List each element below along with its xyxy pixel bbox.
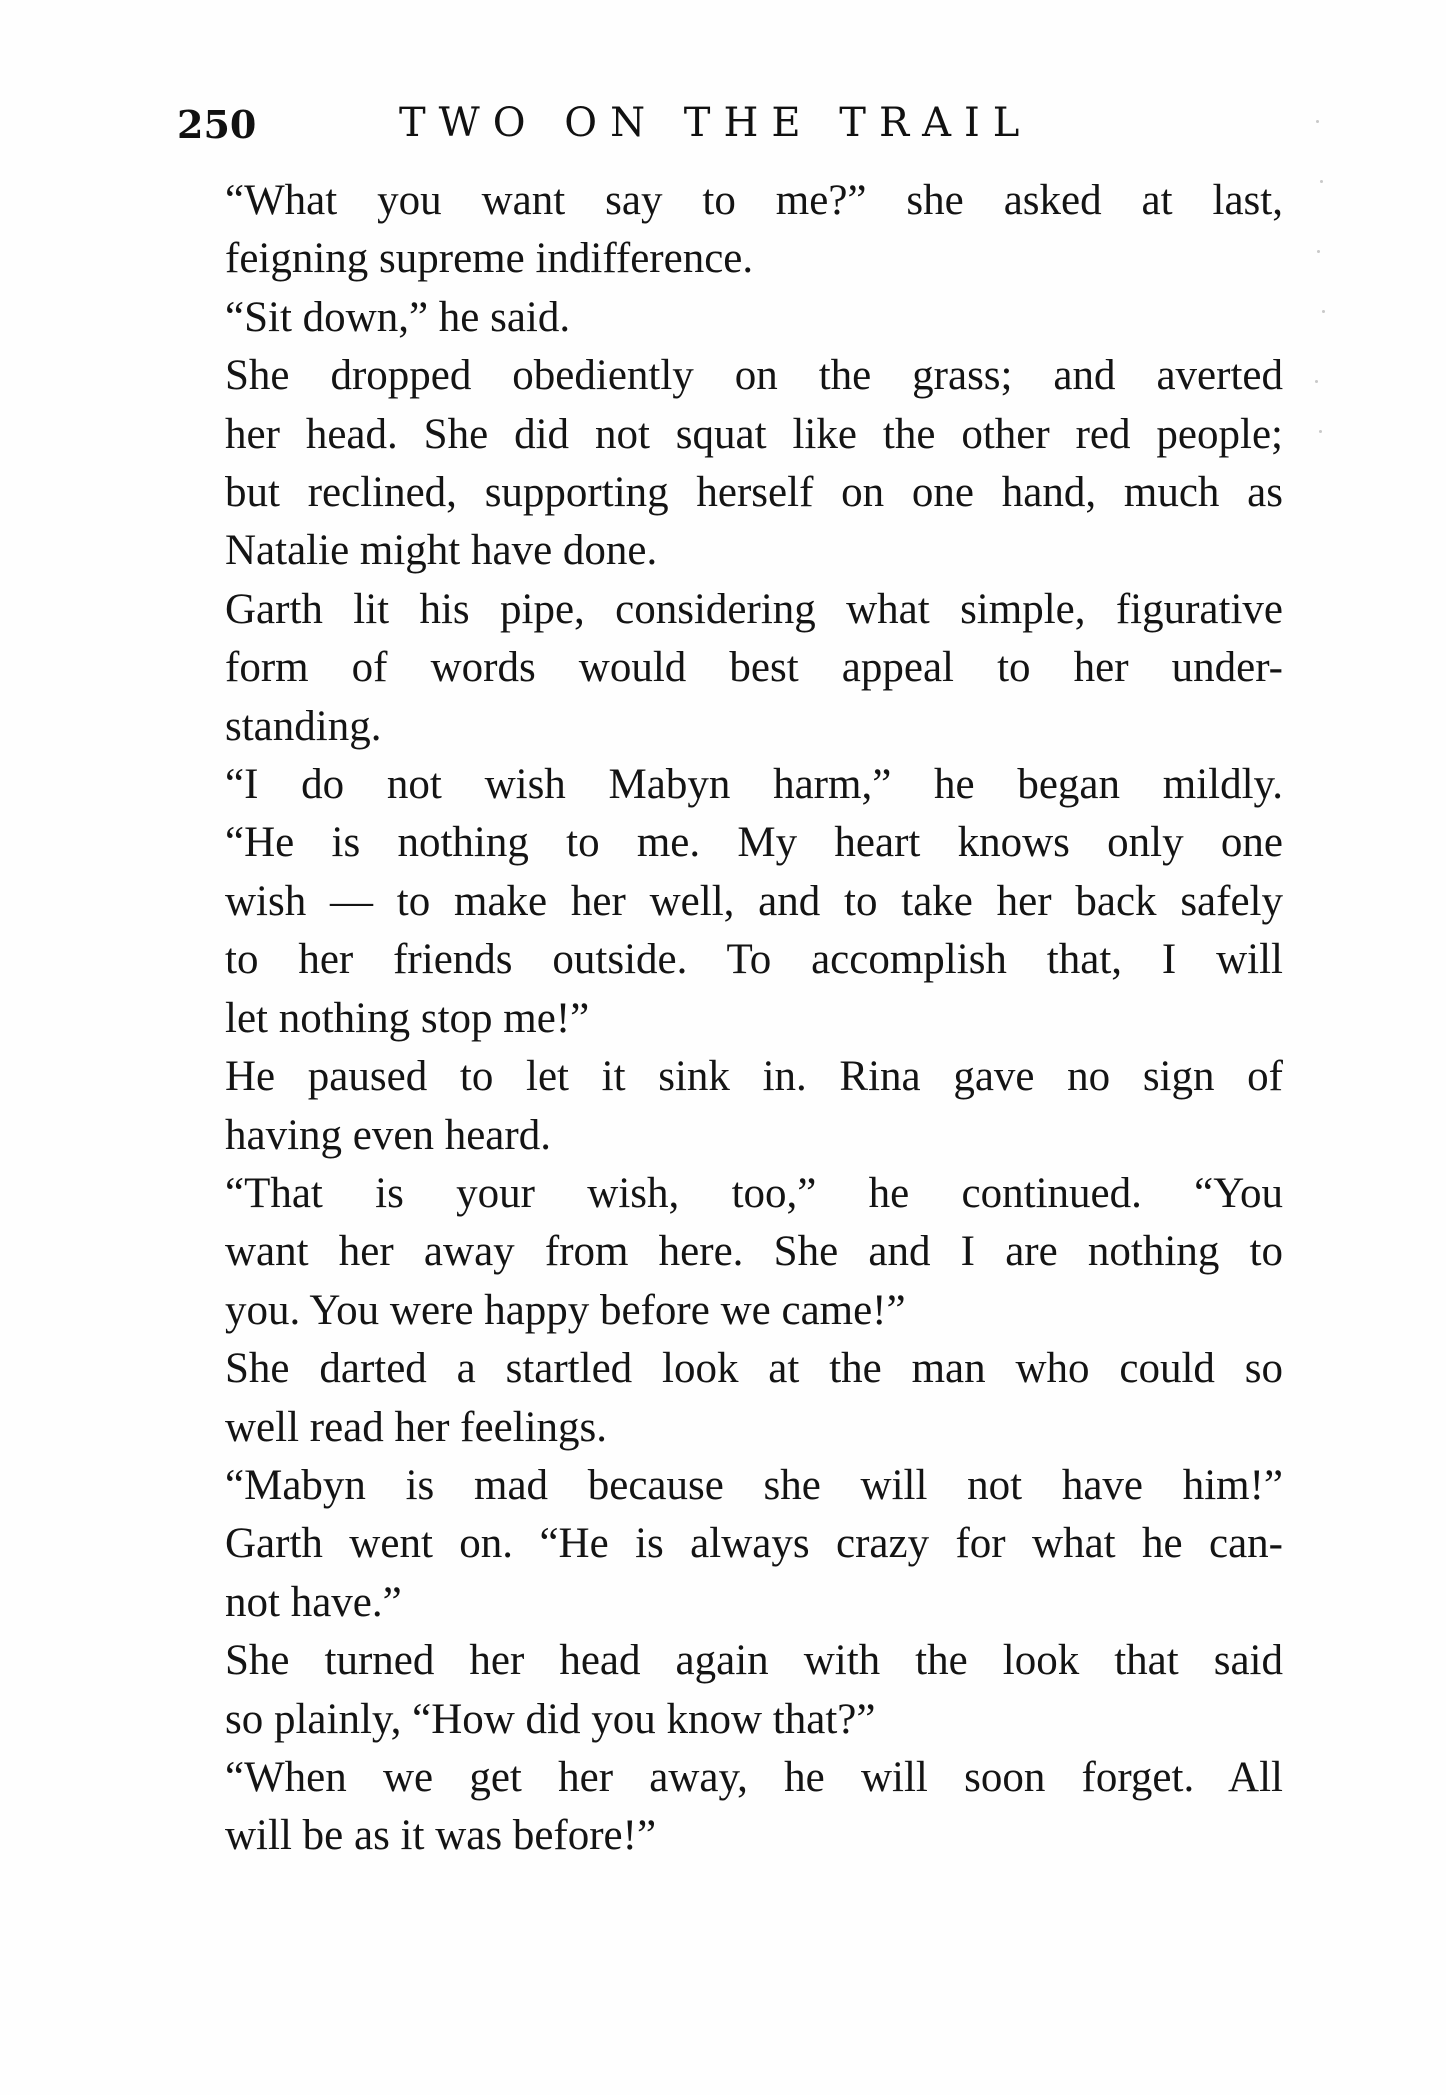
paragraph	[177, 756, 1283, 1048]
speck	[1315, 380, 1318, 383]
text-line: wish — to make her well, and to take her back safely	[225, 877, 1283, 925]
text-line: “I do not wish Mabyn harm,” he began mildly.	[225, 761, 1283, 809]
text-line: well read her feelings.	[225, 1403, 608, 1451]
text-line: He paused to let it sink in. Rina gave no sign of	[225, 1053, 1283, 1101]
text-line: “Mabyn is mad because she will not have him!”	[225, 1461, 1283, 1509]
text-line: to her friends outside. To accomplish that, I will	[225, 936, 1283, 984]
text-line: She dropped obediently on the grass; and averted	[225, 352, 1283, 400]
page-margin-specks	[1312, 120, 1332, 440]
speck	[1322, 310, 1325, 313]
body-text	[177, 172, 1283, 1866]
text-line: “What you want say to me?” she asked at last,	[225, 177, 1283, 224]
text-line: you. You were happy before we came!”	[225, 1286, 906, 1334]
text-line: but reclined, supporting herself on one hand, much as	[225, 469, 1283, 517]
paragraph	[177, 347, 1283, 581]
paragraph	[177, 1749, 1283, 1866]
running-title: TWO ON THE TRAIL	[399, 100, 1033, 146]
speck	[1317, 250, 1320, 253]
text-line: want her away from here. She and I are nothing to	[225, 1228, 1283, 1276]
paragraph	[177, 1165, 1283, 1340]
text-line: “That is your wish, too,” he continued. “You	[225, 1169, 1283, 1217]
text-line: “Sit down,” he said.	[225, 293, 571, 341]
text-line: Garth went on. “He is always crazy for what he can-	[225, 1520, 1283, 1568]
text-line: her head. She did not squat like the other red people;	[225, 410, 1283, 458]
paragraph	[177, 289, 1283, 347]
speck	[1319, 430, 1322, 433]
paragraph	[177, 1457, 1283, 1632]
page-header	[177, 92, 1283, 152]
text-line: She turned her head again with the look that said	[225, 1637, 1283, 1685]
paragraph	[177, 1340, 1283, 1457]
text-line: She darted a startled look at the man who could so	[225, 1345, 1283, 1393]
paragraph	[177, 581, 1283, 756]
paragraph	[177, 172, 1283, 289]
text-line: “When we get her away, he will soon forget. All	[225, 1753, 1283, 1801]
paragraph	[177, 1632, 1283, 1749]
text-line: having even heard.	[225, 1111, 551, 1159]
text-line: will be as it was before!”	[225, 1812, 657, 1860]
speck	[1320, 180, 1323, 183]
text-line: form of words would best appeal to her under-	[225, 644, 1283, 692]
text-line: Natalie might have done.	[225, 527, 658, 575]
paragraph	[177, 1048, 1283, 1165]
text-line: “He is nothing to me. My heart knows only one	[225, 819, 1283, 867]
page-number: 250	[177, 102, 257, 147]
text-line: standing.	[225, 702, 382, 750]
text-line: so plainly, “How did you know that?”	[225, 1695, 876, 1743]
text-line: not have.”	[225, 1578, 402, 1626]
text-line: feigning supreme indifference.	[225, 235, 754, 283]
text-line: Garth lit his pipe, considering what simple, figurative	[225, 585, 1283, 633]
speck	[1316, 120, 1319, 123]
text-line: let nothing stop me!”	[225, 994, 590, 1042]
